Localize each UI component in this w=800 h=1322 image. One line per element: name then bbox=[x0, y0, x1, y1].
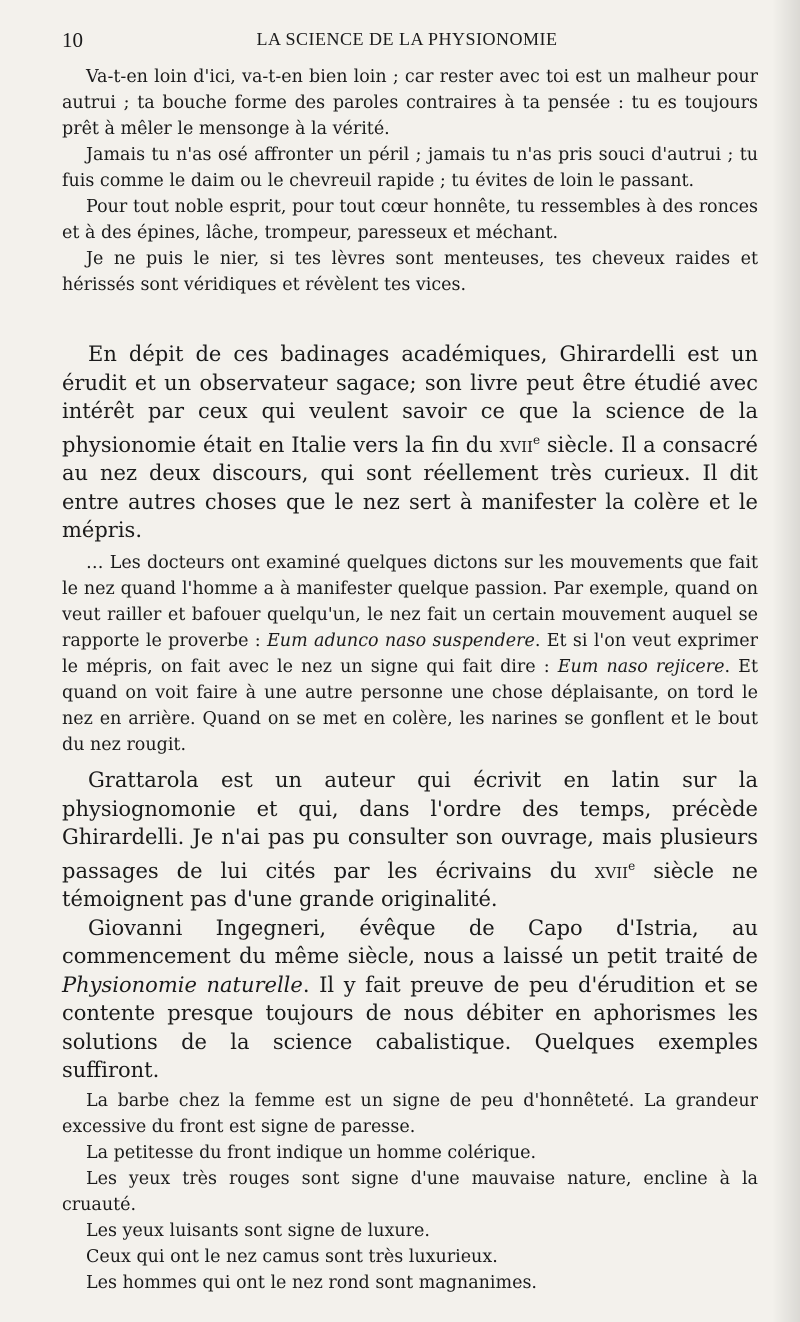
quote-nose-passage bbox=[62, 550, 758, 758]
body-section-ghirardelli bbox=[62, 340, 758, 545]
quote-paragraph: Je ne puis le nier, si tes lèvres sont menteuses, tes cheveux raides et hérissés sont véridiques et révèlent tes vices. bbox=[62, 249, 758, 295]
body-paragraph: Giovanni Ingegneri, évêque de Capo d'Istria, au commencement du même siècle, nous a laissé un petit traité de Physionomie naturelle. Il y fait preuve de peu d'érudition et se contente presque toujours de nous débiter en aphorismes les solutions de la science cabalistique. Quelques exemples suffiront. bbox=[62, 915, 758, 1082]
aphorism: La petitesse du front indique un homme colérique. bbox=[86, 1143, 537, 1163]
aphorism: Les yeux luisants sont signe de luxure. bbox=[86, 1221, 430, 1241]
running-title: LA SCIENCE DE LA PHYSIONOMIE bbox=[256, 29, 558, 49]
page-header bbox=[62, 28, 752, 58]
aphorism: Les yeux très rouges sont signe d'une mauvaise nature, encline à la cruauté. bbox=[62, 1169, 758, 1215]
body-paragraph: Grattarola est un auteur qui écrivit en latin sur la physiognomonie et qui, dans l'ordre des temps, précède Ghirardelli. Je n'ai pas pu consulter son ouvrage, mais plusieurs passages de lui cités par les écrivains du xvii$^e$ siècle ne témoignent pas d'une grande originalité. bbox=[62, 768, 758, 911]
quote-verse-translation bbox=[62, 64, 758, 298]
page-edge-shadow bbox=[772, 0, 800, 1322]
quote-paragraph: Pour tout noble esprit, pour tout cœur honnête, tu ressembles à des ronces et à des épines, lâche, trompeur, paresseux et méchant. bbox=[62, 197, 758, 243]
aphorism: Les hommes qui ont le nez rond sont magnanimes. bbox=[86, 1273, 537, 1293]
quote-paragraph: … Les docteurs ont examiné quelques dictons sur les mouvements que fait le nez quand l'homme a à manifester quelque passion. Par exemple, quand on veut railler et bafouer quelqu'un, le nez fait un certain mouvement auquel se rapporte le proverbe : Eum adunco naso suspendere. Et si l'on veut exprimer le mépris, on fait avec le nez un signe qui fait dire : Eum naso rejicere. Et quand on voit faire à une autre personne une chose déplaisante, on tord le nez en arrière. Quand on se met en colère, les narines se gonflent et le bout du nez rougit. bbox=[62, 553, 758, 755]
body-section-grattarola-ingegneri bbox=[62, 766, 758, 1085]
quote-paragraph: Jamais tu n'as osé affronter un péril ; jamais tu n'as pris souci d'autrui ; tu fuis comme le daim ou le chevreuil rapide ; tu évites de loin le passant. bbox=[62, 145, 758, 191]
body-paragraph: En dépit de ces badinages académiques, Ghirardelli est un érudit et un observateur sagace; son livre peut être étudié avec intérêt par ceux qui veulent savoir ce que la science de la physionomie était en Italie vers la fin du xvii$^e$ siècle. Il a consacré au nez deux discours, qui sont réellement très curieux. Il dit entre autres choses que le nez sert à manifester la colère et le mépris. bbox=[62, 342, 758, 542]
quote-paragraph: Va-t-en loin d'ici, va-t-en bien loin ; car rester avec toi est un malheur pour autrui ; ta bouche forme des paroles contraires à ta pensée : tu es toujours prêt à mêler le mensonge à la vérité. bbox=[62, 67, 758, 139]
quote-aphorisms bbox=[62, 1088, 758, 1296]
page-number: 10 bbox=[62, 28, 83, 52]
aphorism: La barbe chez la femme est un signe de peu d'honnêteté. La grandeur excessive du front est signe de paresse. bbox=[62, 1091, 758, 1137]
aphorism: Ceux qui ont le nez camus sont très luxurieux. bbox=[86, 1247, 498, 1267]
